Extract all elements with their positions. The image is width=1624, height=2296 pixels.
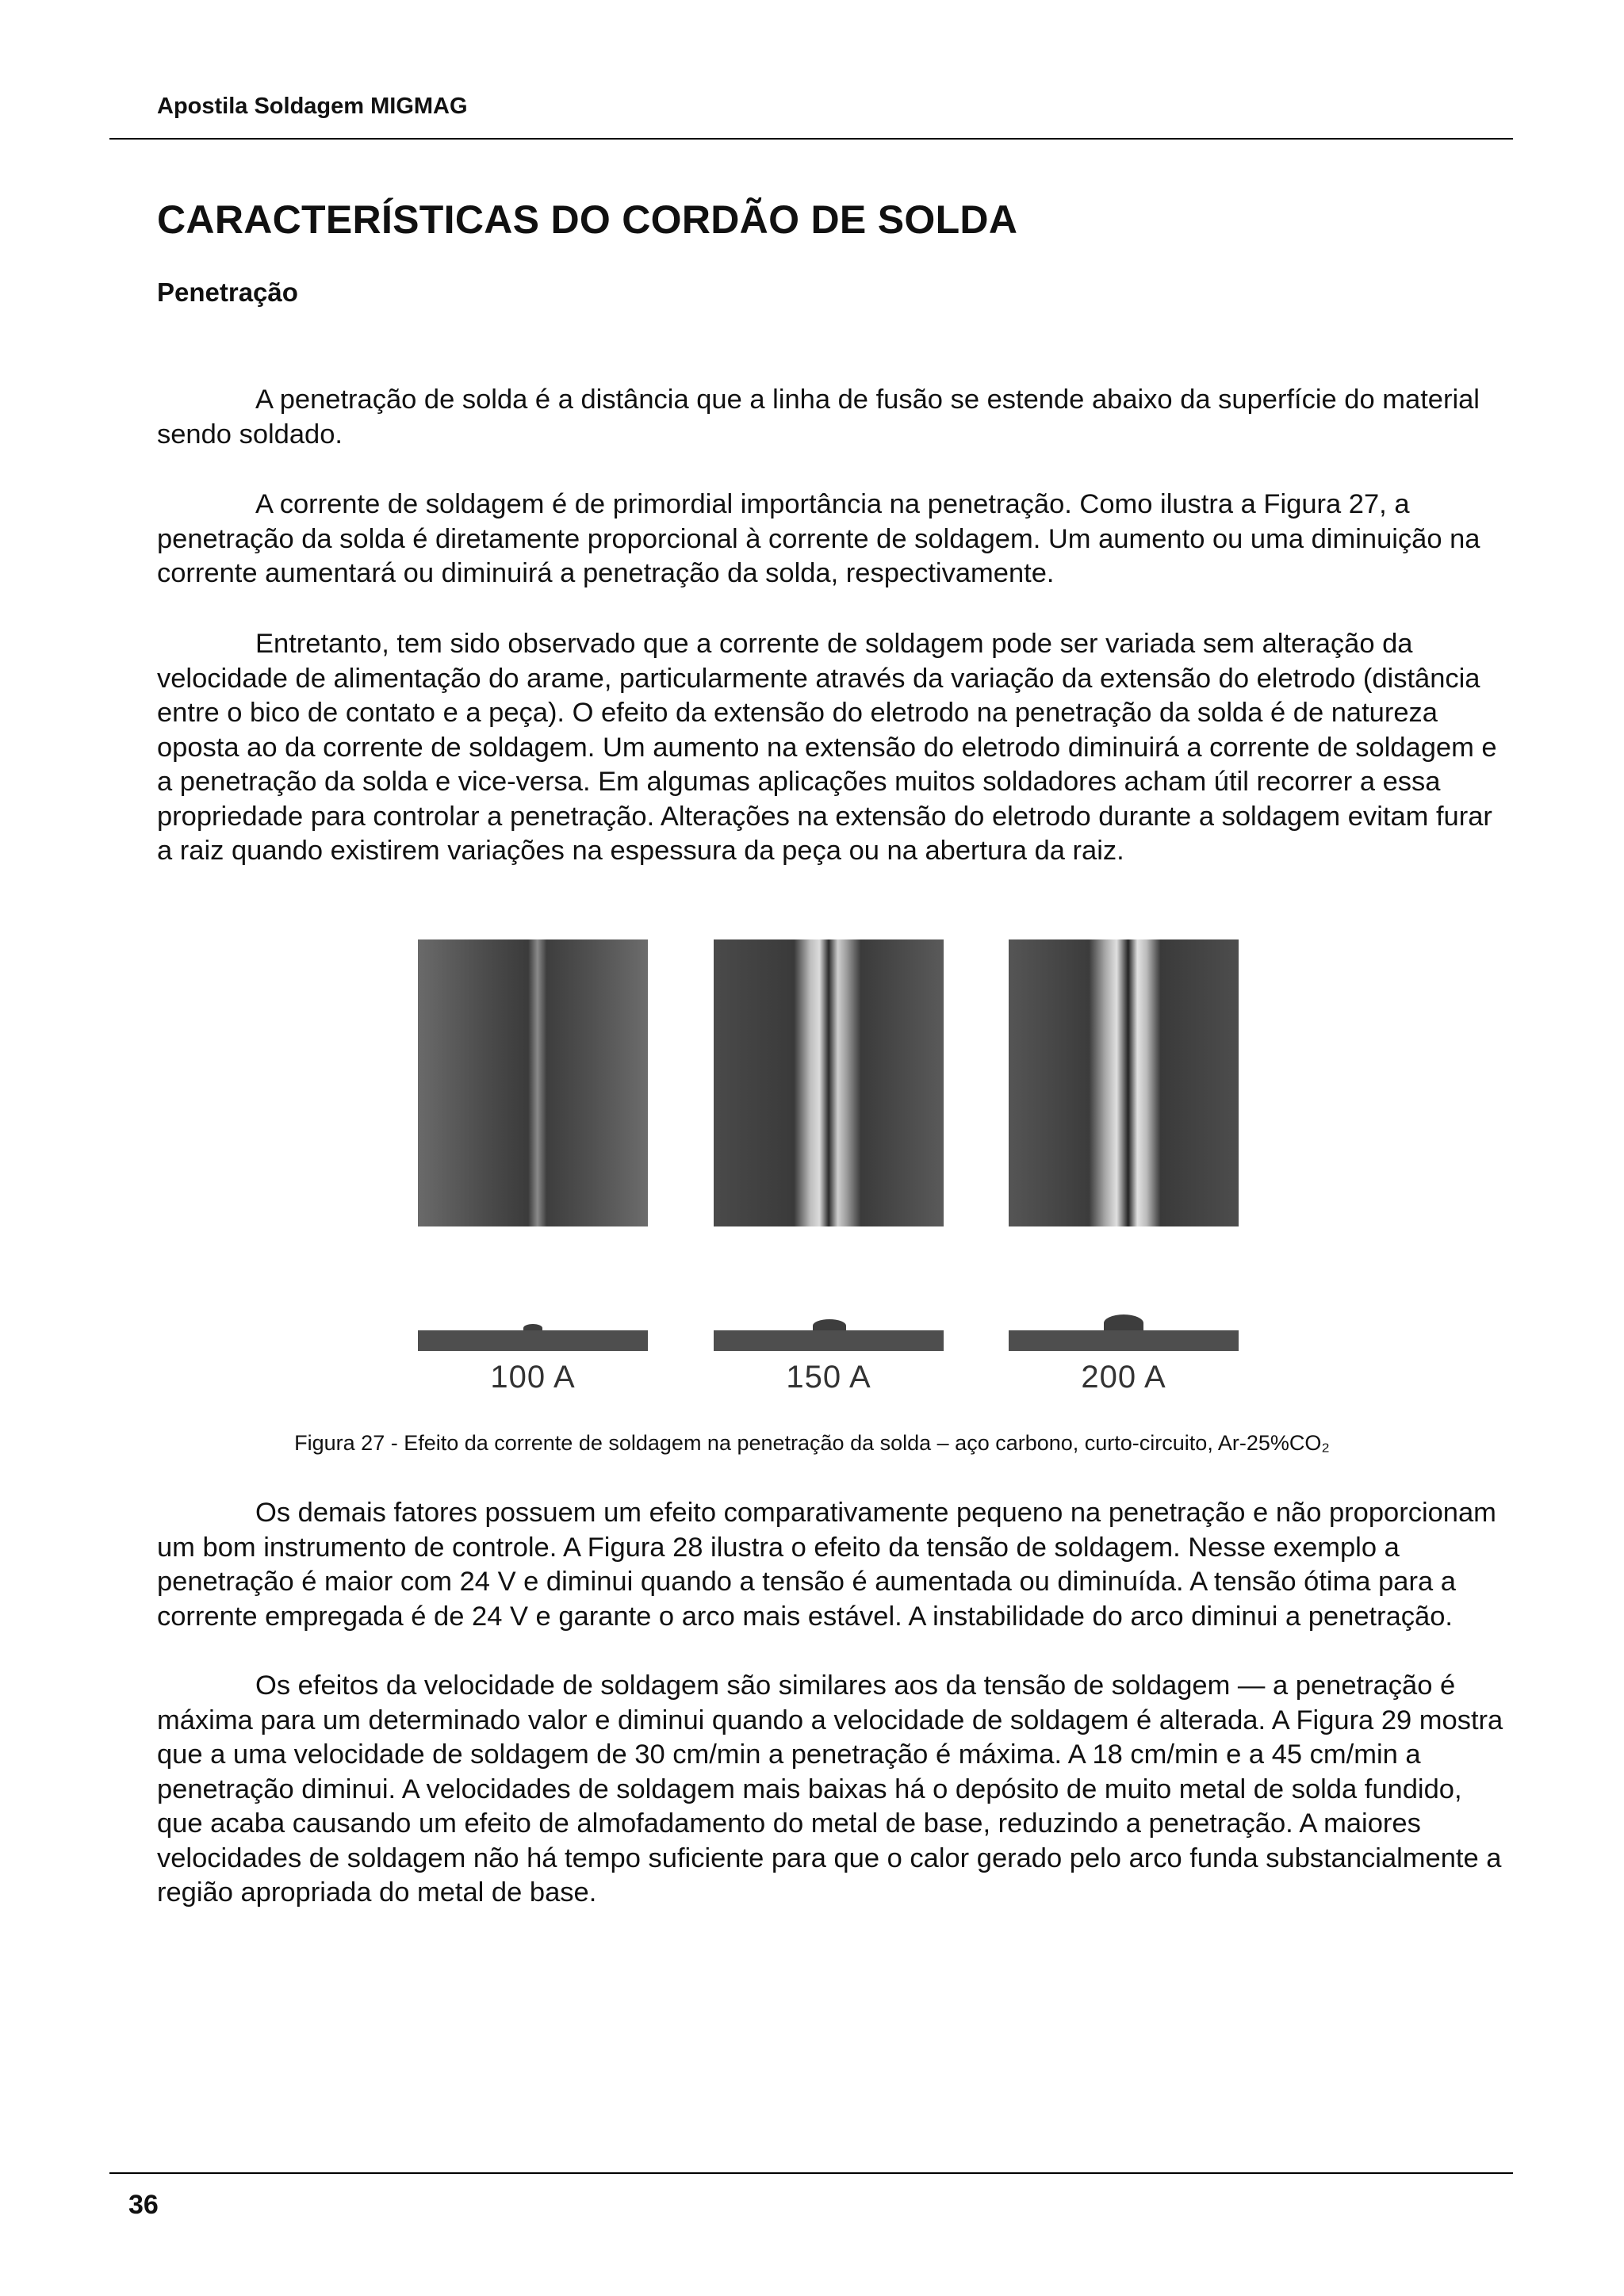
weld-cross-section xyxy=(1009,1330,1239,1351)
current-label: 150 A xyxy=(786,1360,871,1395)
weld-cross-section xyxy=(714,1330,944,1351)
figure-weld-penetration xyxy=(0,939,1624,1407)
weld-bead-profile xyxy=(1104,1314,1143,1332)
page-number: 36 xyxy=(128,2190,159,2220)
figure-caption: Figura 27 - Efeito da corrente de soldagem na penetração da solda – aço carbono, curto-circuito, Ar-25%CO₂ xyxy=(294,1431,1330,1455)
weld-bead-photo xyxy=(714,939,944,1226)
header-title: Apostila Soldagem MIGMAG xyxy=(157,94,468,119)
current-label: 200 A xyxy=(1081,1360,1166,1395)
weld-bead-photo xyxy=(1009,939,1239,1226)
weld-cross-section xyxy=(418,1330,648,1351)
paragraph: Os demais fatores possuem um efeito comparativamente pequeno na penetração e não proporcionam um bom instrumento de controle. A Figura 28 ilustra o efeito da tensão de soldagem. Nesse exemplo a penetração é maior com 24 V e diminui quando a tensão é aumentada ou diminuída. A tensão ótima para a corrente empregada é de 24 V e garante o arco mais estável. A instabilidade do arco diminui a penetração. xyxy=(157,1498,1496,1632)
paragraph: Entretanto, tem sido observado que a corrente de soldagem pode ser variada sem alteração da velocidade de alimentação do arame, particularmente através da variação da extensão do eletrodo (distância entre o bico de contato e a peça). O efeito da extensão do eletrodo na penetração da solda é de natureza oposta ao da corrente de soldagem. Um aumento na extensão do eletrodo diminuirá a corrente de soldagem e a penetração da solda e vice-versa. Em algumas aplicações muitos soldadores acham útil recorrer a essa propriedade para controlar a penetração. Alterações na extensão do eletrodo durante a soldagem evitam furar a raiz quando existirem variações na espessura da peça ou na abertura da raiz. xyxy=(157,629,1497,866)
header-rule xyxy=(109,138,1513,140)
section-title: CARACTERÍSTICAS DO CORDÃO DE SOLDA xyxy=(157,197,1018,242)
weld-bead-photo xyxy=(418,939,648,1226)
footer-rule xyxy=(109,2172,1513,2174)
paragraph: Os efeitos da velocidade de soldagem são similares aos da tensão de soldagem — a penetração é máxima para um determinado valor e diminui quando a velocidade de soldagem é alterada. A Figura 29 mostra que a uma velocidade de soldagem de 30 cm/min a penetração é máxima. A 18 cm/min e a 45 cm/min a penetração diminui. A velocidades de soldagem mais baixas há o depósito de muito metal de solda fundido, que acaba causando um efeito de almofadamento do metal de base, reduzindo a penetração. A maiores velocidades de soldagem não há tempo suficiente para que o calor gerado pelo arco funda substancialmente a região apropriada do metal de base. xyxy=(157,1670,1503,1908)
paragraph: A corrente de soldagem é de primordial importância na penetração. Como ilustra a Figura 27, a penetração da solda é diretamente proporcional à corrente de soldagem. Um aumento ou uma diminuição na corrente aumentará ou diminuirá a penetração da solda, respectivamente. xyxy=(157,489,1480,588)
paragraph: A penetração de solda é a distância que a linha de fusão se estende abaixo da superfície do material sendo soldado. xyxy=(157,385,1480,450)
subheading: Penetração xyxy=(157,277,298,307)
current-label: 100 A xyxy=(490,1360,576,1395)
